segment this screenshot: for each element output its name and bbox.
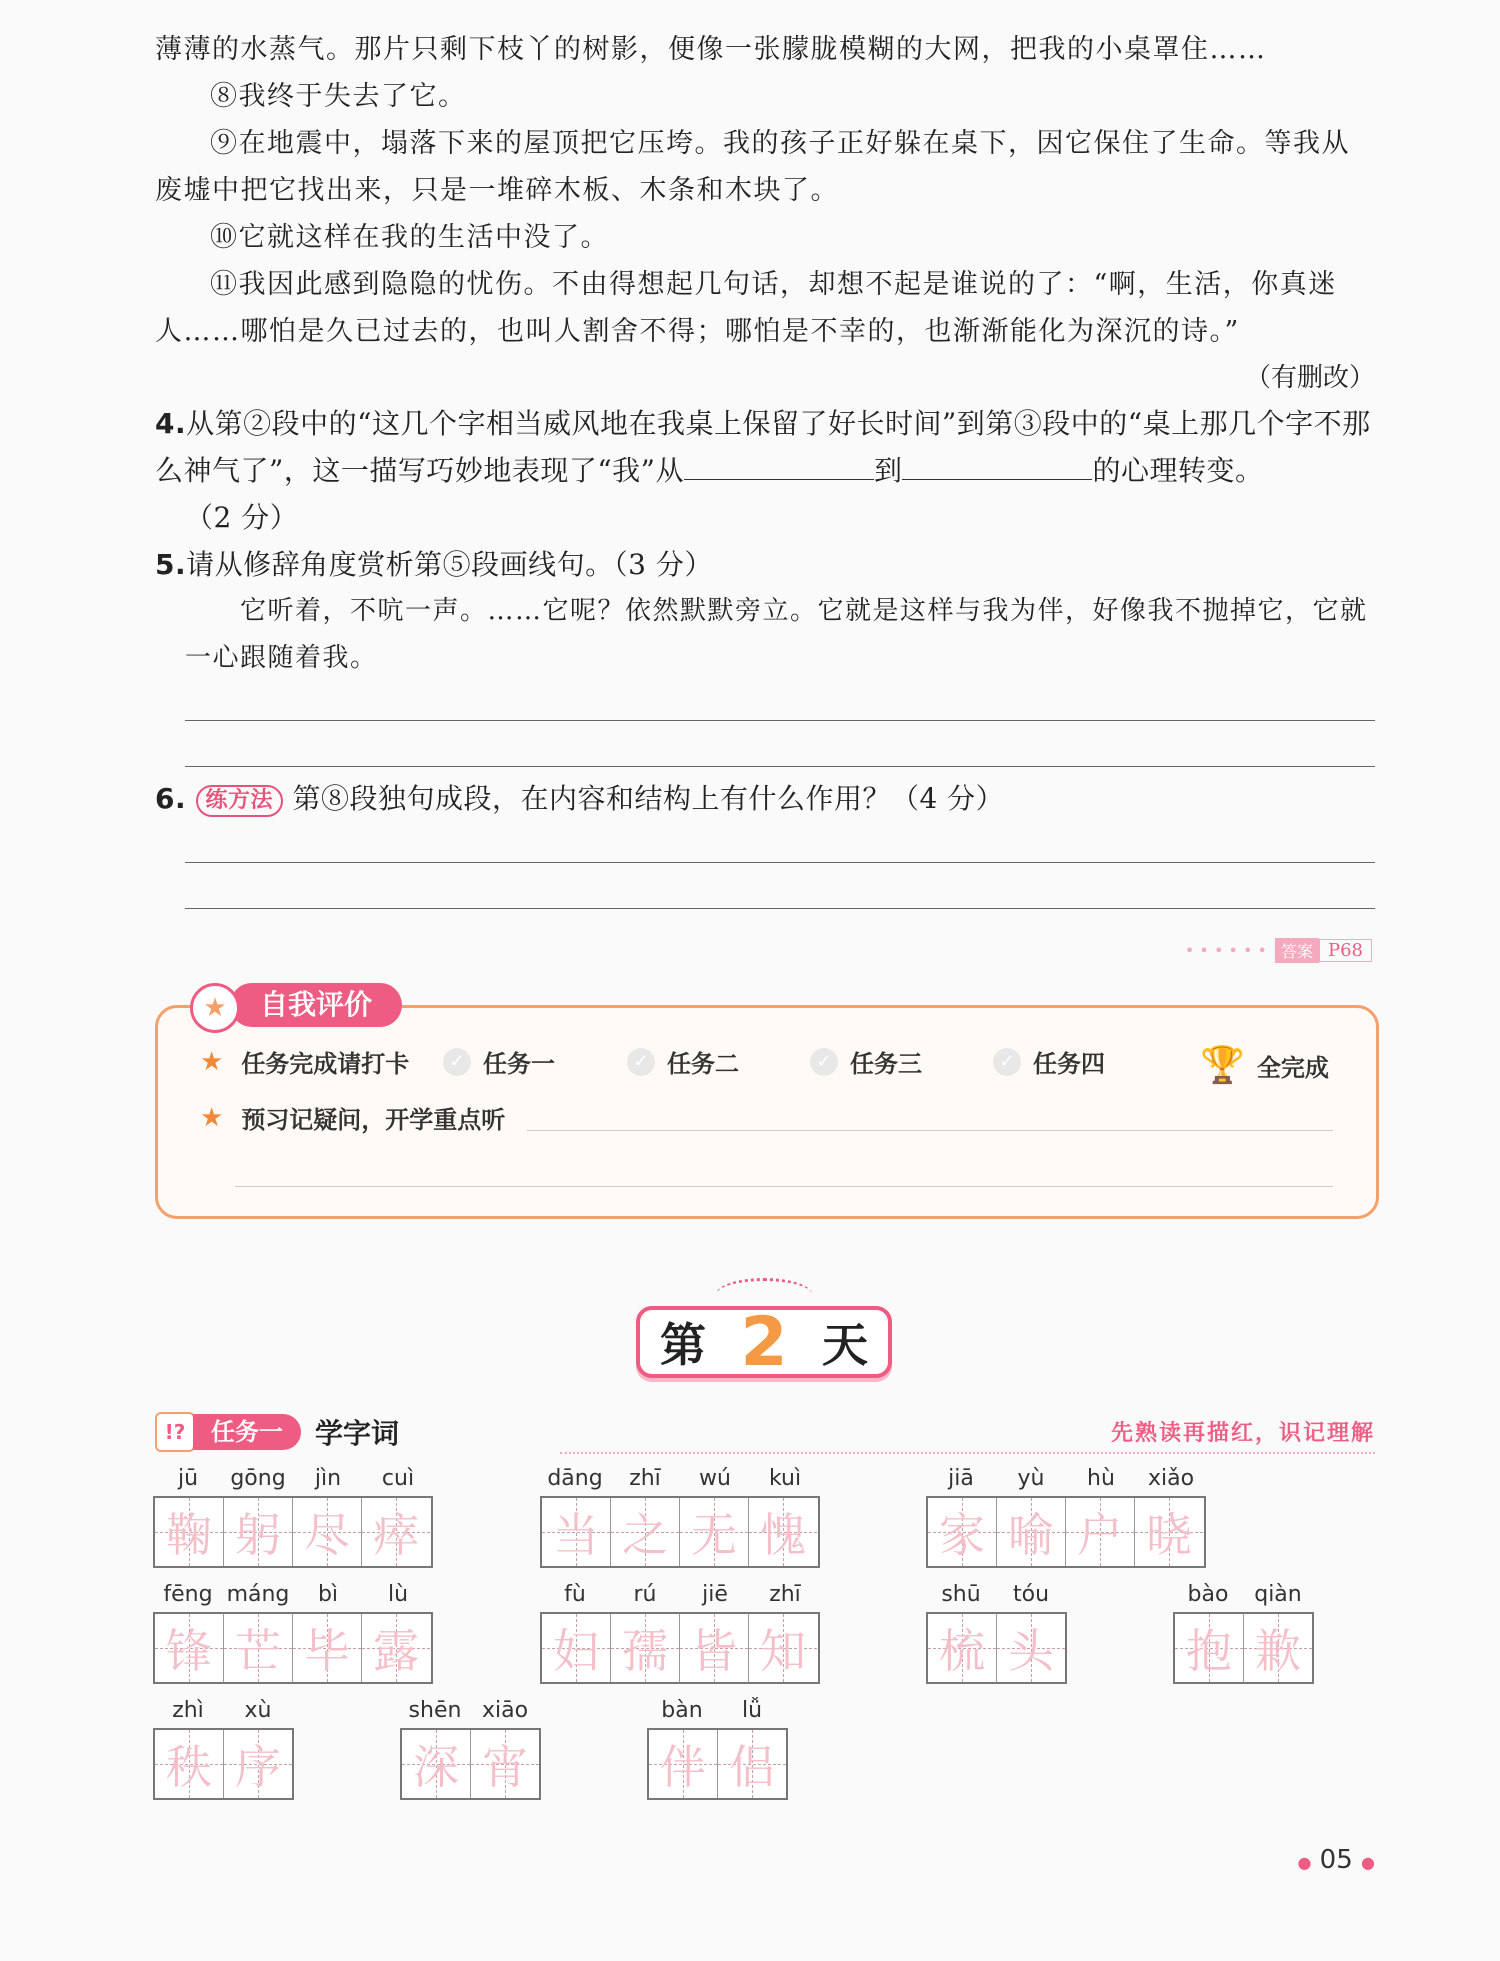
award-icon: ★: [190, 983, 240, 1033]
day-prefix: 第: [660, 1318, 706, 1372]
paragraph-11: ⑪我因此感到隐隐的忧伤。不由得想起几句话，却想不起是谁说的了：“啊，生活，你真迷人……哪怕是久已过去的，也叫人割舍不得；哪怕是不幸的，也渐渐能化为深沉的诗。”: [155, 269, 1337, 347]
char-cell[interactable]: 露: [362, 1614, 430, 1682]
answer-blank[interactable]: [902, 451, 1092, 480]
note-line[interactable]: [527, 1130, 1333, 1131]
question-4: [155, 400, 1375, 541]
task-checkin-row: [200, 1044, 409, 1079]
pinyin: shū: [941, 1582, 981, 1607]
pinyin: gōng: [230, 1466, 286, 1491]
pinyin: bàn: [661, 1698, 703, 1723]
char-cell[interactable]: 晓: [1135, 1498, 1203, 1566]
char-cell[interactable]: 之: [611, 1498, 680, 1566]
question-text: 从第②段中的“这几个字相当威风地在我桌上保留了好长时间”到第③段中的“桌上那几个字不那么神气了”，这一描写巧妙地表现了“我”从: [155, 407, 1371, 487]
pinyin: fēng: [163, 1582, 213, 1607]
section-divider: [560, 1452, 1375, 1454]
pinyin: xiǎo: [1147, 1466, 1195, 1491]
task-check-3[interactable]: [810, 1044, 922, 1079]
pinyin: fù: [564, 1582, 586, 1607]
char-cell[interactable]: 秩: [155, 1730, 224, 1798]
task-label: 任务一: [483, 1050, 555, 1078]
pinyin: xiāo: [481, 1698, 529, 1723]
pinyin: xù: [244, 1698, 272, 1723]
word-item: [926, 1466, 1206, 1568]
char-cell[interactable]: 知: [749, 1614, 817, 1682]
pinyin: jiē: [702, 1582, 728, 1607]
check-icon: ✓: [810, 1048, 838, 1076]
word-item: [540, 1466, 820, 1568]
page-number: ● 05 ●: [1297, 1845, 1375, 1875]
dots: • • • • • •: [1184, 941, 1267, 960]
answer-page: P68: [1319, 939, 1372, 962]
char-cell[interactable]: 侣: [718, 1730, 786, 1798]
day-banner: [636, 1302, 892, 1382]
pinyin: shēn: [408, 1698, 462, 1723]
paragraph-9: ⑨在地震中，塌落下来的屋顶把它压垮。我的孩子正好躲在桌下，因它保住了生命。等我从废墟中把它找出来，只是一堆碎木板、木条和木块了。: [155, 128, 1350, 206]
pinyin: bào: [1187, 1582, 1229, 1607]
word-item: [540, 1582, 820, 1684]
task-check-4[interactable]: [993, 1044, 1105, 1079]
pinyin: zhì: [172, 1698, 204, 1723]
char-cell[interactable]: 毕: [293, 1614, 362, 1682]
question-note-row: [200, 1100, 505, 1135]
char-cell[interactable]: 无: [680, 1498, 749, 1566]
char-cell[interactable]: 歉: [1244, 1614, 1312, 1682]
note-line[interactable]: [235, 1186, 1333, 1187]
char-cell[interactable]: 芒: [224, 1614, 293, 1682]
section-name: 学字词: [315, 1417, 400, 1450]
char-cell[interactable]: 孺: [611, 1614, 680, 1682]
char-cell[interactable]: 家: [928, 1498, 997, 1566]
task-check-2[interactable]: [627, 1044, 739, 1079]
trophy-icon: 🏆: [1200, 1045, 1245, 1086]
char-cell[interactable]: 愧: [749, 1498, 817, 1566]
pinyin: bì: [317, 1582, 339, 1607]
section-header: [155, 1413, 399, 1451]
pinyin: jìn: [314, 1466, 342, 1491]
pinyin: dāng: [547, 1466, 603, 1491]
char-cell[interactable]: 喻: [997, 1498, 1066, 1566]
checkin-label: 任务完成请打卡: [241, 1050, 410, 1078]
section-hint: 先熟读再描红，识记理解: [1110, 1420, 1375, 1446]
char-cell[interactable]: 妇: [542, 1614, 611, 1682]
question-5: [155, 541, 1375, 588]
question-mark-icon: !?: [155, 1412, 195, 1452]
day-number: 2: [740, 1302, 788, 1382]
char-cell[interactable]: 头: [997, 1614, 1065, 1682]
word-item: [153, 1582, 433, 1684]
char-cell[interactable]: 抱: [1175, 1614, 1244, 1682]
self-evaluation-title: 自我评价: [230, 983, 402, 1027]
answer-line[interactable]: [185, 720, 1375, 721]
pinyin: jiā: [948, 1466, 974, 1491]
method-tag: 练方法: [196, 785, 284, 817]
word-item: [400, 1698, 541, 1800]
pinyin: tóu: [1012, 1582, 1050, 1607]
char-cell[interactable]: 尽: [293, 1498, 362, 1566]
char-cell[interactable]: 伴: [649, 1730, 718, 1798]
paragraph-8: ⑧我终于失去了它。: [210, 81, 467, 112]
pinyin: hù: [1087, 1466, 1115, 1491]
char-cell[interactable]: 锋: [155, 1614, 224, 1682]
page-number-text: 05: [1319, 1845, 1353, 1875]
pinyin: yù: [1017, 1466, 1045, 1491]
pinyin: kuì: [768, 1466, 802, 1491]
answer-line[interactable]: [185, 766, 1375, 767]
question-text: 请从修辞角度赏析第⑤段画线句。（3 分）: [186, 548, 713, 581]
star-icon: ★: [200, 1046, 224, 1077]
note-label: 预习记疑问，开学重点听: [241, 1106, 506, 1134]
score: （2 分）: [185, 501, 299, 534]
word-item: [926, 1582, 1067, 1684]
answer-line[interactable]: [185, 908, 1375, 909]
question-text-end: 的心理转变。: [1092, 454, 1264, 487]
task-complete[interactable]: [1200, 1044, 1329, 1086]
char-cell[interactable]: 序: [224, 1730, 292, 1798]
pinyin: qiàn: [1254, 1582, 1302, 1607]
pinyin: wú: [699, 1466, 731, 1491]
task-label: 任务二: [667, 1050, 739, 1078]
source-note: （有删改）: [1244, 363, 1375, 393]
char-cell[interactable]: 鞠: [155, 1498, 224, 1566]
paragraph-10: ⑩它就这样在我的生活中没了。: [210, 222, 609, 253]
task-check-1[interactable]: [443, 1044, 555, 1079]
question-number: 6.: [155, 782, 187, 815]
pinyin: lù: [387, 1582, 409, 1607]
pinyin: zhī: [629, 1466, 661, 1491]
pinyin: lǚ: [741, 1698, 763, 1723]
answer-reference[interactable]: [1185, 938, 1372, 963]
pinyin: zhī: [769, 1582, 801, 1607]
complete-label: 全完成: [1256, 1053, 1329, 1082]
question-6: [155, 775, 1375, 822]
char-cell[interactable]: 深: [402, 1730, 471, 1798]
question-number: 5.: [155, 548, 187, 581]
question-text-mid: 到: [873, 454, 903, 487]
task-label: 任务三: [850, 1050, 922, 1078]
char-cell[interactable]: 皆: [680, 1614, 749, 1682]
pinyin: rú: [633, 1582, 657, 1607]
quoted-sentence: 它听着，不吭一声。……它呢？依然默默旁立。它就是这样与我为伴，好像我不抛掉它，它就一心跟随着我。: [185, 596, 1368, 673]
check-icon: ✓: [443, 1048, 471, 1076]
char-cell[interactable]: 宵: [471, 1730, 539, 1798]
section-tag: 任务一: [193, 1414, 301, 1450]
char-cell[interactable]: 梳: [928, 1614, 997, 1682]
check-icon: ✓: [627, 1048, 655, 1076]
star-icon: ★: [200, 1102, 224, 1133]
pinyin: cuì: [381, 1466, 415, 1491]
day-suffix: 天: [821, 1318, 868, 1372]
pinyin: jū: [177, 1466, 199, 1491]
char-cell[interactable]: 当: [542, 1498, 611, 1566]
question-number: 4.: [155, 407, 187, 440]
task-label: 任务四: [1033, 1050, 1105, 1078]
passage-line: 薄薄的水蒸气。那片只剩下枝丫的树影，便像一张朦胧模糊的大网，把我的小桌罩住……: [155, 34, 1267, 65]
question-text: 第⑧段独句成段，在内容和结构上有什么作用？（4 分）: [292, 782, 1005, 815]
answer-blank[interactable]: [684, 451, 874, 480]
check-icon: ✓: [993, 1048, 1021, 1076]
char-cell[interactable]: 户: [1066, 1498, 1135, 1566]
char-cell[interactable]: 瘁: [362, 1498, 430, 1566]
word-item: [153, 1698, 294, 1800]
word-item: [647, 1698, 788, 1800]
word-item: [153, 1466, 433, 1568]
answer-label: 答案: [1275, 938, 1319, 963]
char-cell[interactable]: 躬: [224, 1498, 293, 1566]
word-item: [1173, 1582, 1314, 1684]
pinyin: máng: [226, 1582, 290, 1607]
answer-line[interactable]: [185, 862, 1375, 863]
